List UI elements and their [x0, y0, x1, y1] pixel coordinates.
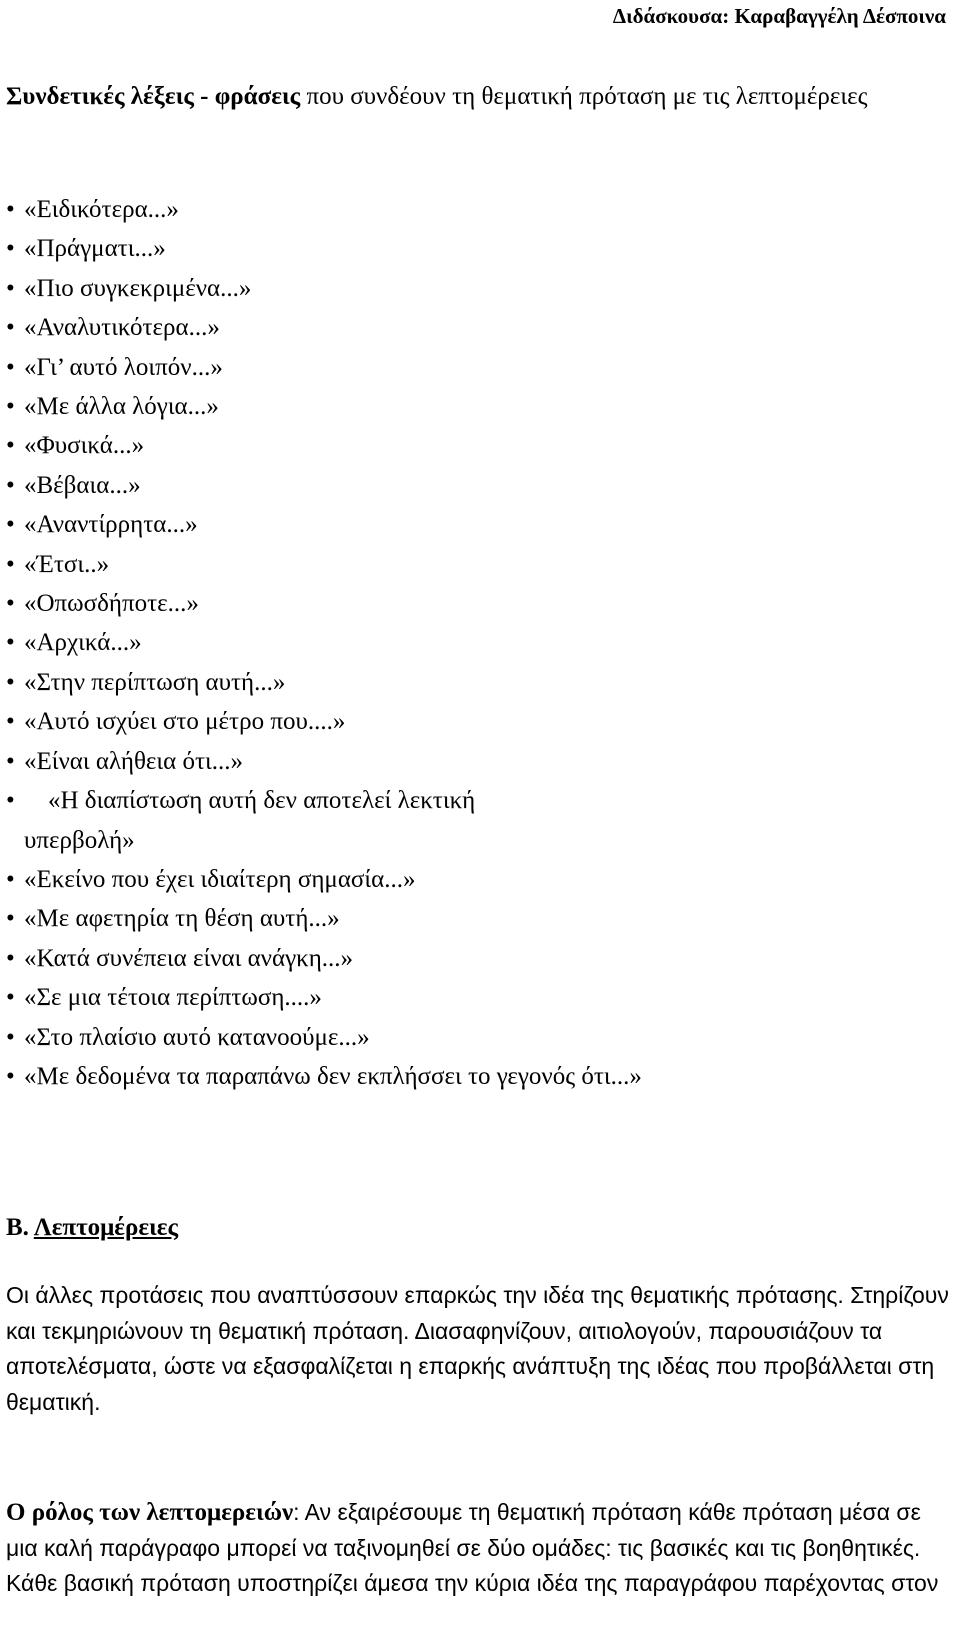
list-item: • «Αναλυτικότερα...»: [0, 308, 950, 347]
list-item: • «Γι’ αυτό λοιπόν...»: [0, 348, 950, 387]
list-item: • «Βέβαια...»: [0, 466, 950, 505]
list-item: • «Στην περίπτωση αυτή...»: [0, 663, 950, 702]
details-heading: [6, 1210, 178, 1246]
connectives-heading-rest: που συνδέουν τη θεματική πρόταση με τις λεπτομέρειες: [300, 83, 868, 110]
details-paragraph: Οι άλλες προτάσεις που αναπτύσσουν επαρκώς την ιδέα της θεματικής πρότασης. Στηρίζουν και τεκμηριώνουν τη θεματική πρόταση. Διασαφηνίζουν, αιτιολογούν, παρουσιάζουν τα αποτελέσματα, ώστε να εξασφαλίζεται η επαρκής ανάπτυξη της ιδέας που προβάλλεται στη θεματική.: [6, 1282, 949, 1415]
list-item: • «Εκείνο που έχει ιδιαίτερη σημασία...»: [0, 860, 950, 899]
list-item: • «Αναντίρρητα...»: [0, 505, 950, 544]
list-item: • «Με αφετηρία τη θέση αυτή...»: [0, 899, 950, 938]
details-heading-prefix: Β.: [6, 1214, 34, 1241]
list-item: [0, 781, 950, 860]
connective-phrases-list: [0, 190, 950, 1096]
details-role-paragraph: [6, 1495, 951, 1602]
author-header: Διδάσκουσα: Καραβαγγέλη Δέσποινα: [612, 4, 946, 28]
connectives-heading: [6, 78, 946, 116]
list-item: • «Αρχικά...»: [0, 623, 950, 662]
connectives-heading-bold: Συνδετικές λέξεις - φράσεις: [6, 83, 301, 110]
details-role-title: Ο ρόλος των λεπτομερειών: [6, 1499, 294, 1526]
list-item: • «Κατά συνέπεια είναι ανάγκη...»: [0, 939, 950, 978]
list-item: • «Φυσικά...»: [0, 426, 950, 465]
list-item: • «Σε μια τέτοια περίπτωση....»: [0, 978, 950, 1017]
list-item: • «Πράγματι...»: [0, 229, 950, 268]
list-item: • «Με δεδομένα τα παραπάνω δεν εκπλήσσει το γεγονός ότι...»: [0, 1057, 950, 1096]
list-item: • «Οπωσδήποτε...»: [0, 584, 950, 623]
list-item-text: «Η διαπίστωση αυτή δεν αποτελεί λεκτική υπερβολή»: [24, 787, 476, 854]
list-item: • «Στο πλαίσιο αυτό κατανοούμε...»: [0, 1018, 950, 1057]
list-item: • «Έτσι..»: [0, 545, 950, 584]
list-item: • «Είναι αλήθεια ότι...»: [0, 742, 950, 781]
list-item: • «Αυτό ισχύει στο μέτρο που....»: [0, 702, 950, 741]
list-item: • «Ειδικότερα...»: [0, 190, 950, 229]
details-heading-title: Λεπτομέρειες: [33, 1214, 179, 1241]
details-role-text: : Αν εξαιρέσουμε τη θεματική πρόταση κάθε πρόταση μέσα σε μια καλή παράγραφο μπορεί να ταξινομηθεί σε δύο ομάδες: τις βασικές και τις βοηθητικές. Κάθε βασική πρόταση υποστηρίζει άμεσα την κύρια ιδέα της παραγράφου παρέχοντας στον: [6, 1499, 939, 1596]
list-item: • «Πιο συγκεκριμένα...»: [0, 269, 950, 308]
list-item: • «Με άλλα λόγια...»: [0, 387, 950, 426]
